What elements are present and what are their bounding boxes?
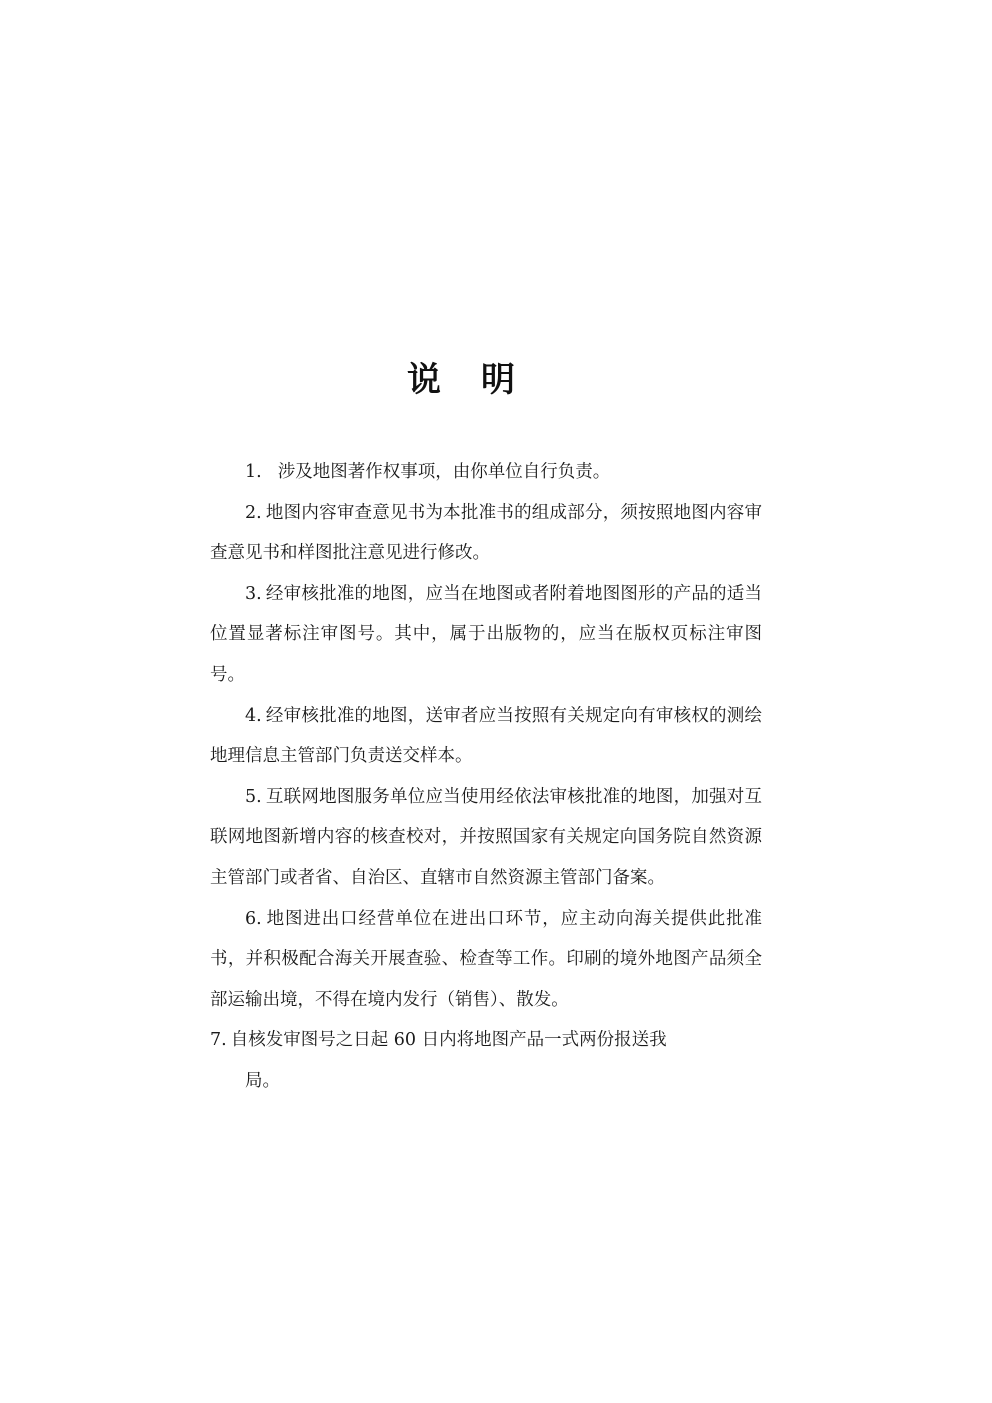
- document-body: [210, 452, 762, 1102]
- list-item: [210, 777, 762, 899]
- item-text: 地图进出口经营单位在进出口环节，应主动向海关提供此批准书，并积极配合海关开展查验、检查等工作。印刷的境外地图产品须全部运输出境，不得在境内发行（销售）、散发。: [210, 908, 762, 1010]
- item-text: 涉及地图著作权事项，由你单位自行负责。: [277, 462, 611, 482]
- list-item: [210, 493, 762, 574]
- item-first-line: [210, 1030, 667, 1050]
- list-item: [210, 574, 762, 696]
- item-text: 自核发审图号之日起 60 日内将地图产品一式两份报送我: [230, 1030, 667, 1051]
- page-title: 说明: [407, 360, 555, 400]
- item-number: 1.: [245, 462, 262, 482]
- item-number: 6.: [245, 908, 262, 929]
- item-text: 经审核批准的地图，应当在地图或者附着地图图形的产品的适当位置显著标注审图号。其中，属于出版物的，应当在版权页标注审图号。: [210, 583, 762, 685]
- list-item: [210, 452, 762, 493]
- list-item: [210, 696, 762, 777]
- item-text: 地图内容审查意见书为本批准书的组成部分，须按照地图内容审查意见书和样图批注意见进行修改。: [210, 502, 762, 564]
- item-number: 4.: [245, 705, 262, 726]
- item-text: 互联网地图服务单位应当使用经依法审核批准的地图，加强对互联网地图新增内容的核查校对，并按照国家有关规定向国务院自然资源主管部门或者省、自治区、直辖市自然资源主管部门备案。: [210, 786, 762, 888]
- item-number: 3.: [245, 583, 262, 604]
- item-text-continued: 局。: [245, 1070, 280, 1091]
- list-item: [210, 1020, 762, 1101]
- item-number: 5.: [245, 786, 262, 807]
- list-item: [210, 899, 762, 1021]
- item-number: 2.: [245, 502, 262, 523]
- item-number: 7.: [210, 1030, 227, 1051]
- item-text: 经审核批准的地图，送审者应当按照有关规定向有审核权的测绘地理信息主管部门负责送交样本。: [210, 705, 762, 767]
